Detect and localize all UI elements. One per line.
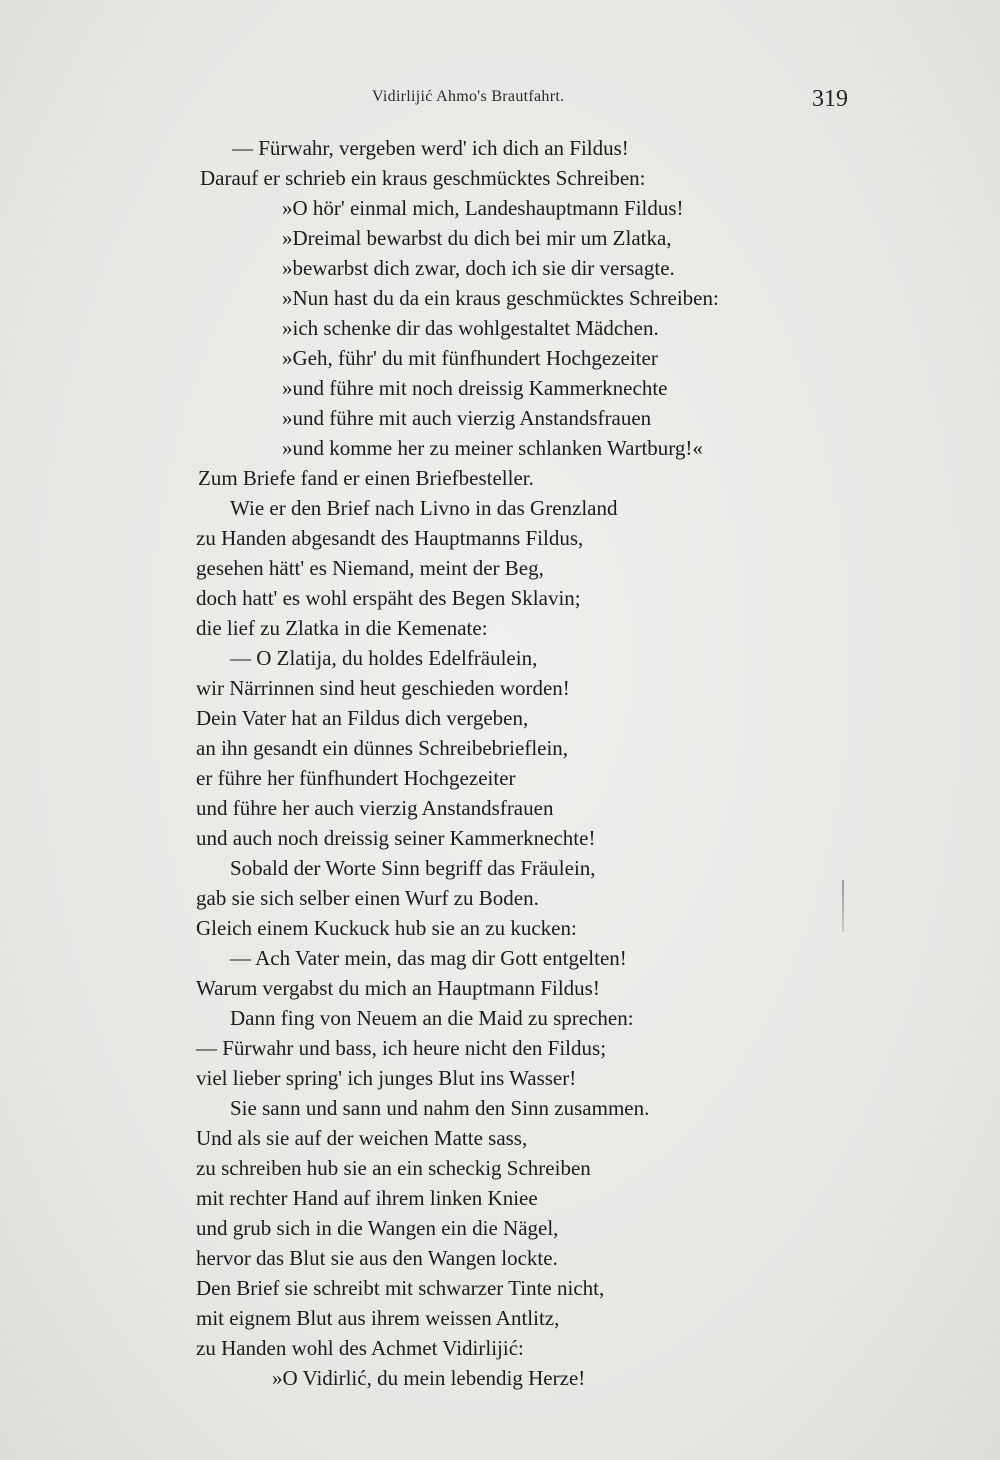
text-line: Sobald der Worte Sinn begriff das Fräulein, xyxy=(230,856,596,880)
text-line: Und als sie auf der weichen Matte sass, xyxy=(196,1126,528,1150)
text-line: Sie sann und sann und nahm den Sinn zusammen. xyxy=(230,1096,650,1120)
text-line: »und komme her zu meiner schlanken Wartburg!« xyxy=(282,436,703,460)
text-line: »und führe mit noch dreissig Kammerknechte xyxy=(282,376,668,400)
text-line: zu Handen abgesandt des Hauptmanns Fildus, xyxy=(196,526,584,550)
text-line: »O hör' einmal mich, Landeshauptmann Fildus! xyxy=(282,196,684,220)
text-line: Gleich einem Kuckuck hub sie an zu kucken: xyxy=(196,916,577,940)
text-line: »Nun hast du da ein kraus geschmücktes Schreiben: xyxy=(282,286,719,310)
text-line: gesehen hätt' es Niemand, meint der Beg, xyxy=(196,556,544,580)
text-line: mit eignem Blut aus ihrem weissen Antlitz, xyxy=(196,1306,560,1330)
text-line: — Ach Vater mein, das mag dir Gott entgelten! xyxy=(230,946,627,970)
text-line: Darauf er schrieb ein kraus geschmücktes Schreiben: xyxy=(200,166,646,190)
page-edge-mark xyxy=(842,880,844,932)
text-line: Wie er den Brief nach Livno in das Grenzland xyxy=(230,496,618,520)
text-line: Dann fing von Neuem an die Maid zu sprechen: xyxy=(230,1006,634,1030)
text-line: »und führe mit auch vierzig Anstandsfrauen xyxy=(282,406,652,430)
text-line: hervor das Blut sie aus den Wangen lockte. xyxy=(196,1246,558,1270)
text-line: und grub sich in die Wangen ein die Nägel, xyxy=(196,1216,559,1240)
running-title: Vidirlijić Ahmo's Brautfahrt. xyxy=(372,88,565,105)
text-line: Dein Vater hat an Fildus dich vergeben, xyxy=(196,706,529,730)
text-line: Den Brief sie schreibt mit schwarzer Tinte nicht, xyxy=(196,1276,605,1300)
text-line: — Fürwahr und bass, ich heure nicht den Fildus; xyxy=(196,1036,607,1060)
text-line: wir Närrinnen sind heut geschieden worden! xyxy=(196,676,570,700)
text-line: und führe her auch vierzig Anstandsfrauen xyxy=(196,796,554,820)
text-line: »bewarbst dich zwar, doch ich sie dir versagte. xyxy=(282,256,675,280)
text-line: viel lieber spring' ich junges Blut ins Wasser! xyxy=(196,1066,577,1090)
text-line: zu Handen wohl des Achmet Vidirlijić: xyxy=(196,1336,524,1360)
text-line: »Dreimal bewarbst du dich bei mir um Zlatka, xyxy=(282,226,672,250)
text-line: er führe her fünfhundert Hochgezeiter xyxy=(196,766,516,790)
page-number: 319 xyxy=(812,86,848,112)
text-line: »Geh, führ' du mit fünfhundert Hochgezeiter xyxy=(282,346,658,370)
text-line: »O Vidirlić, du mein lebendig Herze! xyxy=(272,1366,586,1390)
text-line: mit rechter Hand auf ihrem linken Kniee xyxy=(196,1186,538,1210)
text-line: an ihn gesandt ein dünnes Schreibebrieflein, xyxy=(196,736,569,760)
text-line: und auch noch dreissig seiner Kammerknechte! xyxy=(196,826,596,850)
text-line: Zum Briefe fand er einen Briefbesteller. xyxy=(198,466,534,490)
text-line: — Fürwahr, vergeben werd' ich dich an Fildus! xyxy=(232,136,629,160)
text-line: gab sie sich selber einen Wurf zu Boden. xyxy=(196,886,539,910)
text-line: Warum vergabst du mich an Hauptmann Fildus! xyxy=(196,976,600,1000)
text-line: doch hatt' es wohl erspäht des Begen Sklavin; xyxy=(196,586,581,610)
text-line: »ich schenke dir das wohlgestaltet Mädchen. xyxy=(282,316,659,340)
text-line: zu schreiben hub sie an ein scheckig Schreiben xyxy=(196,1156,591,1180)
text-line: die lief zu Zlatka in die Kemenate: xyxy=(196,616,488,640)
text-line: — O Zlatija, du holdes Edelfräulein, xyxy=(230,646,538,670)
